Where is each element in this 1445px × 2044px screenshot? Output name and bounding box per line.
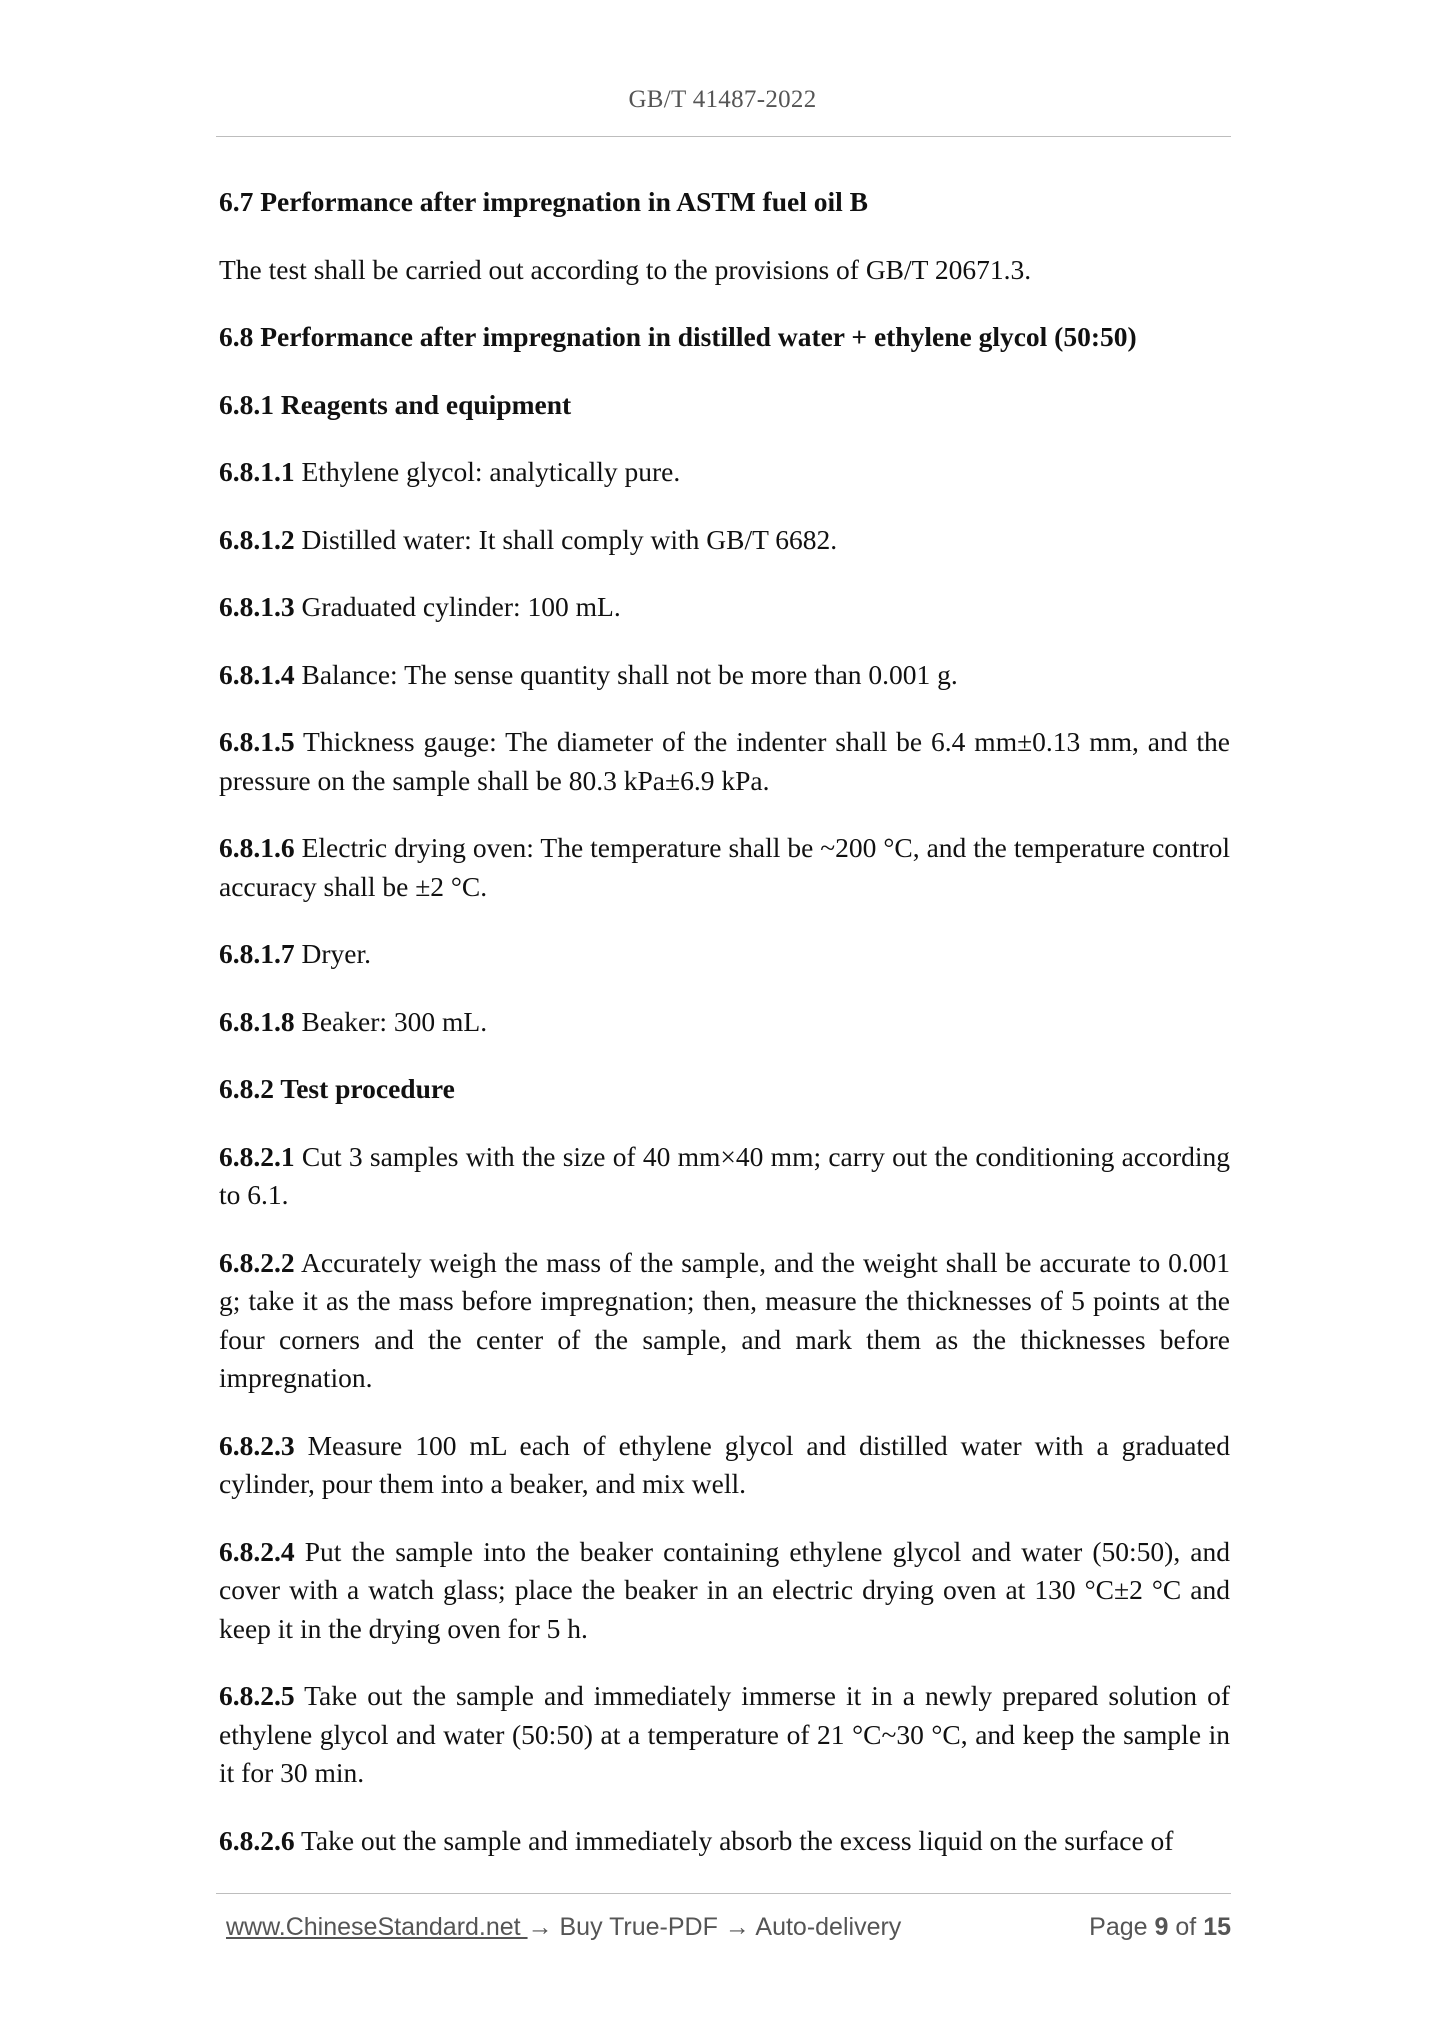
clause-paragraph [219, 829, 1230, 906]
clause-text: Beaker: 300 mL. [301, 1005, 488, 1037]
clause-text: Take out the sample and immediately absorb the excess liquid on the surface of [301, 1824, 1174, 1856]
clause-number: 6.8.2.5 [219, 1680, 295, 1711]
header-divider [216, 136, 1231, 137]
clause-paragraph [219, 723, 1230, 800]
clause-paragraph [219, 521, 1230, 560]
buy-text[interactable]: → Buy True-PDF → Auto-delivery [527, 1913, 902, 1941]
clause-number: 6.8.1.8 [219, 1005, 295, 1037]
page-of: of [1175, 1913, 1197, 1941]
clause-paragraph [219, 1003, 1230, 1042]
clause-paragraph [219, 935, 1230, 974]
clause-text: Graduated cylinder: 100 mL. [301, 591, 621, 622]
clause-number: 6.8.1.1 [219, 456, 295, 487]
page-total: 15 [1203, 1913, 1231, 1941]
clause-number: 6.8.1.7 [219, 938, 295, 969]
clause-number: 6.8.1.3 [219, 591, 295, 622]
paragraph: The test shall be carried out according to the provisions of GB/T 20671.3. [219, 253, 1032, 285]
clause-paragraph [219, 1138, 1230, 1215]
clause-text: Put the sample into the beaker containing ethylene glycol and water (50:50), and cover with a watch glass; place the beaker in an electric drying oven at 130 °C±2 °C and keep it in the drying oven for 5 h. [219, 1535, 1231, 1644]
clause-number: 6.8.1.6 [219, 832, 295, 863]
page-indicator [1089, 1905, 1231, 1949]
clause-text: Dryer. [301, 938, 371, 969]
clause-text: Cut 3 samples with the size of 40 mm×40 mm; carry out the conditioning according to 6.1. [219, 1140, 1231, 1210]
clause-text: Balance: The sense quantity shall not be more than 0.001 g. [301, 658, 958, 690]
clause-paragraph [219, 453, 1230, 492]
clause-text: Electric drying oven: The temperature shall be ~200 °C, and the temperature control accuracy shall be ±2 °C. [219, 832, 1231, 902]
clause-number: 6.8.2.6 [219, 1824, 295, 1856]
section-heading: 6.8 Performance after impregnation in distilled water + ethylene glycol (50:50) [219, 321, 1137, 352]
page-current: 9 [1154, 1913, 1169, 1941]
subsection-heading: 6.8.1 Reagents and equipment [219, 388, 572, 420]
clause-number: 6.8.1.5 [219, 726, 295, 757]
clause-number: 6.8.2.4 [219, 1535, 295, 1567]
clause-number: 6.8.2.2 [219, 1246, 295, 1278]
clause-text: Accurately weigh the mass of the sample, and the weight shall be accurate to 0.001 g; take it as the mass before impregnation; then, measure the thicknesses of 5 points at the four corners and the center of the sample, and mark them as the thicknesses before impregnation. [219, 1246, 1230, 1393]
clause-number: 6.8.1.4 [219, 658, 295, 690]
clause-text: Measure 100 mL each of ethylene glycol and distilled water with a graduated cylinder, pour them into a beaker, and mix well. [219, 1429, 1231, 1499]
page-label: Page [1089, 1913, 1148, 1941]
clause-number: 6.8.2.3 [219, 1429, 295, 1461]
clause-text: Take out the sample and immediately immerse it in a newly prepared solution of ethylene glycol and water (50:50) at a temperature of 21 °C~30 °C, and keep the sample in it for 30 min. [219, 1680, 1230, 1788]
document-body [219, 183, 1230, 1860]
footer-promo [226, 1905, 901, 1949]
clause-paragraph [219, 1533, 1230, 1649]
chinesestandard-link[interactable]: www.ChineseStandard.net [226, 1913, 528, 1941]
subsection-heading: 6.8.2 Test procedure [219, 1073, 455, 1104]
clause-paragraph [219, 1822, 1230, 1861]
standard-code-header: GB/T 41487-2022 [628, 86, 817, 113]
section-heading: 6.7 Performance after impregnation in ASTM fuel oil B [219, 186, 868, 217]
clause-paragraph [219, 588, 1230, 627]
clause-paragraph [219, 1427, 1230, 1504]
clause-number: 6.8.1.2 [219, 523, 295, 555]
footer-divider [216, 1893, 1231, 1894]
clause-text: Ethylene glycol: analytically pure. [301, 456, 681, 487]
page-footer [226, 1905, 1231, 1949]
clause-number: 6.8.2.1 [219, 1140, 295, 1172]
clause-text: Thickness gauge: The diameter of the indenter shall be 6.4 mm±0.13 mm, and the pressure on the sample shall be 80.3 kPa±6.9 kPa. [219, 726, 1230, 796]
clause-paragraph [219, 1677, 1230, 1793]
clause-paragraph [219, 1244, 1230, 1398]
clause-text: Distilled water: It shall comply with GB/T 6682. [301, 523, 838, 555]
clause-paragraph [219, 656, 1230, 695]
